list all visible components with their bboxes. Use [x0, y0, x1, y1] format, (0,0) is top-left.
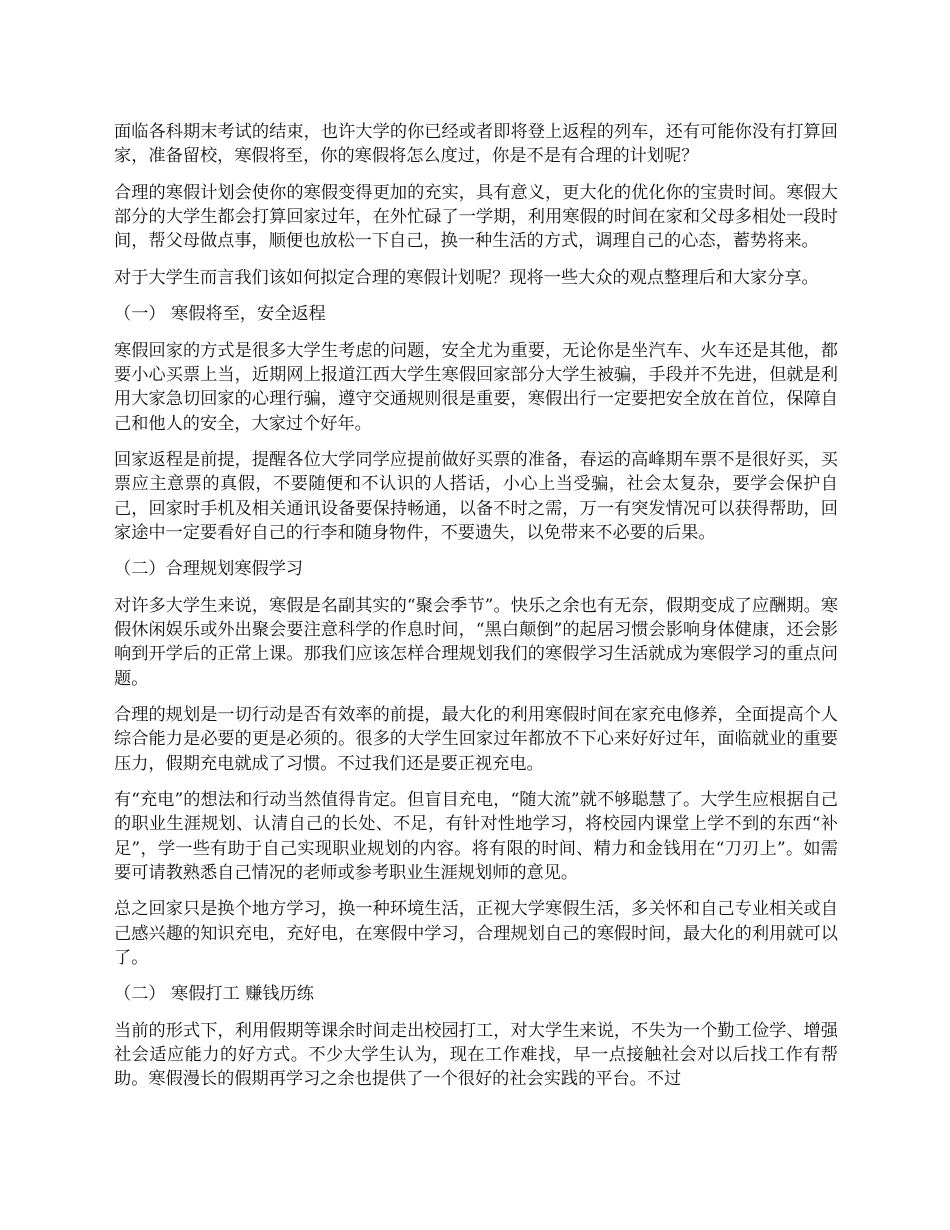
paragraph-intro: 面临各科期末考试的结束，也许大学的你已经或者即将登上返程的列车，还有可能你没有打算回家，准备留校，寒假将至，你的寒假将怎么度过，你是不是有合理的计划呢？	[114, 122, 838, 167]
section-heading-part-time-work: （二） 寒假打工 赚钱历练	[114, 984, 314, 1005]
section-heading-safety: （一） 寒假将至，安全返程	[114, 304, 326, 325]
section-heading-study-plan: （二）合理规划寒假学习	[114, 559, 304, 580]
paragraph-ticket-advice: 回家返程是前提，提醒各位大学同学应提前做好买票的准备，春运的高峰期车票不是很好买，买票应主意票的真假，不要随便和不认识的人搭话，小心上当受骗，社会太复杂，要学会保护自己，回家时手机及相关通讯设备要保持畅通，以备不时之需，万一有突发情况可以获得帮助，回家途中一定要看好自己的行李和随身物件，不要遗失，以免带来不必要的后果。	[114, 450, 838, 543]
paragraph-summary: 总之回家只是换个地方学习，换一种环境生活，正视大学寒假生活，多关怀和自己专业相关或自己感兴趣的知识充电，充好电，在寒假中学习，合理规划自己的寒假时间，最大化的利用就可以了。	[114, 899, 838, 968]
paragraph-targeted-learning: 有“充电”的想法和行动当然值得肯定。但盲目充电，“随大流”就不够聪慧了。大学生应根据自己的职业生涯规划、认清自己的长处、不足，有针对性地学习，将校园内课堂上学不到的东西“补足”，学一些有助于自己实现职业规划的内容。将有限的时间、精力和金钱用在“刀刃上”。如需要可请教熟悉自己情况的老师或参考职业生涯规划师的意见。	[114, 790, 838, 883]
paragraph-party-season: 对许多大学生来说，寒假是名副其实的“聚会季节”。快乐之余也有无奈，假期变成了应酬期。寒假休闲娱乐或外出聚会要注意科学的作息时间，“黑白颠倒”的起居习惯会影响身体健康，还会影响到开学后的正常上课。那我们应该怎样合理规划我们的寒假学习生活就成为寒假学习的重点问题。	[114, 595, 838, 689]
paragraph-plan-meaning: 合理的寒假计划会使你的寒假变得更加的充实，具有意义，更大化的优化你的宝贵时间。寒假大部分的大学生都会打算回家过年，在外忙碌了一学期，利用寒假的时间在家和父母多相处一段时间，帮父母做点事，顺便也放松一下自己，换一种生活的方式，调理自己的心态，蓄势将来。	[114, 182, 838, 252]
paragraph-safety-travel: 寒假回家的方式是很多大学生考虑的问题，安全尤为重要，无论你是坐汽车、火车还是其他，都要小心买票上当，近期网上报道江西大学生寒假回家部分大学生被骗，手段并不先进，但就是利用大家急切回家的心理行骗，遵守交通规则很是重要，寒假出行一定要把安全放在首位，保障自己和他人的安全，大家过个好年。	[114, 340, 838, 434]
paragraph-part-time-work: 当前的形式下，利用假期等课余时间走出校园打工，对大学生来说，不失为一个勤工俭学、增强社会适应能力的好方式。不少大学生认为，现在工作难找，早一点接触社会对以后找工作有帮助。寒假漫长的假期再学习之余也提供了一个很好的社会实践的平台。不过	[114, 1020, 838, 1090]
paragraph-how-to-plan: 对于大学生而言我们该如何拟定合理的寒假计划呢？现将一些大众的观点整理后和大家分享。	[114, 267, 819, 288]
paragraph-recharge: 合理的规划是一切行动是否有效率的前提，最大化的利用寒假时间在家充电修养，全面提高个人综合能力是必要的更是必须的。很多的大学生回家过年都放不下心来好好过年，面临就业的重要压力，假期充电就成了习惯。不过我们还是要正视充电。	[114, 705, 838, 774]
document-page	[114, 120, 838, 1104]
